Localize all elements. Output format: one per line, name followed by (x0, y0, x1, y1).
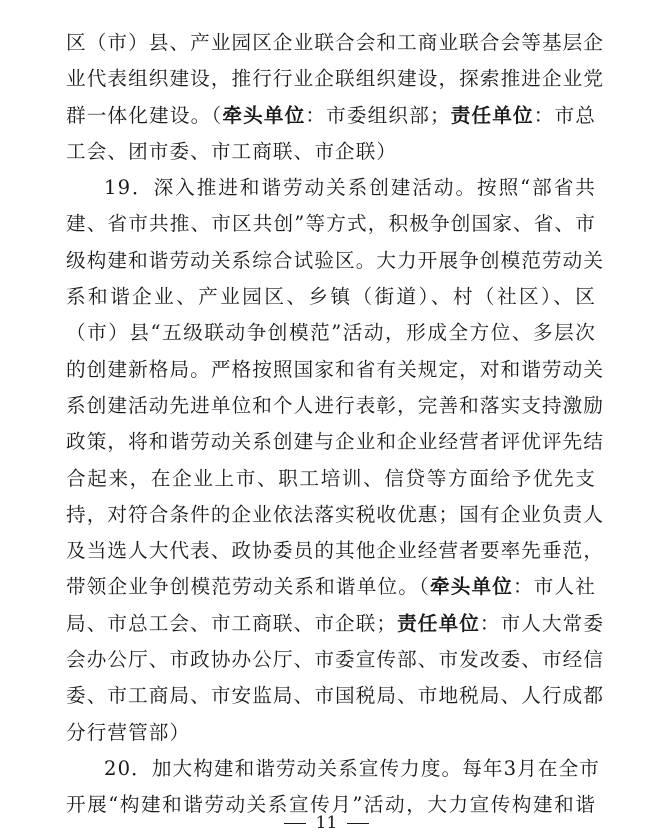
text-segment: 级构建和谐劳动关系综合试验区。大力开展争创模范劳动关 (66, 248, 605, 272)
text-segment: ：市人社 (513, 575, 597, 599)
page-number: 11 (315, 813, 338, 833)
text-line (66, 388, 605, 424)
text-line (66, 497, 605, 533)
text-line (66, 533, 605, 569)
text-line (66, 751, 600, 787)
text-segment: ：市人大常委 (479, 611, 605, 635)
bold-label: 责任单位 (397, 611, 480, 635)
text-line (66, 569, 596, 605)
text-segment: 会办公厅、市政协办公厅、市委宣传部、市发改委、市经信 (66, 648, 605, 672)
text-line (66, 61, 605, 97)
text-line (66, 98, 596, 134)
text-segment: 区（市）县、产业园区企业联合会和工商业联合会等基层企 (66, 31, 605, 54)
text-line (66, 352, 605, 388)
bold-label: 牵头单位 (429, 575, 514, 599)
text-segment: 政策，将和谐劳动关系创建与企业和企业经营者评优评先结 (66, 430, 605, 454)
text-segment: 开展“构建和谐劳动关系宣传月”活动，大力宣传构建和谐 (66, 793, 596, 817)
text-segment: ：市委组织部； (305, 103, 451, 127)
text-segment: 19．深入推进和谐劳动关系创建活动。按照“部省共 (104, 176, 596, 200)
text-line (66, 25, 605, 61)
text-segment: 的创建新格局。严格按照国家和省有关规定，对和谐劳动关 (66, 357, 605, 381)
text-line (66, 461, 596, 497)
text-line (66, 678, 605, 714)
text-segment: 持，对符合条件的企业依法落实税收优惠；国有企业负责人 (66, 502, 605, 526)
text-line (66, 606, 605, 642)
bold-label: 责任单位 (450, 103, 534, 127)
text-line (66, 206, 596, 242)
text-segment: ：市总 (533, 103, 597, 127)
footer-dash-right (347, 823, 369, 825)
text-segment: 及当选人大代表、政协委员的其他企业经营者要率先垂范， (66, 539, 605, 563)
text-segment: 系和谐企业、产业园区、乡镇（街道）、村（社区）、区 (66, 285, 596, 309)
text-line (66, 315, 596, 351)
text-segment: 20．加大构建和谐劳动关系宣传力度。每年3月在全市 (104, 756, 600, 780)
text-segment: 工会、团市委、市工商联、市企联） (66, 139, 398, 163)
text-line (66, 170, 596, 206)
text-segment: 分行营管部） (66, 720, 191, 744)
text-segment: 合起来，在企业上市、职工培训、信贷等方面给予优先支 (66, 466, 596, 490)
text-segment: （市）县“五级联动争创模范”活动，形成全方位、多层次 (66, 321, 596, 345)
bold-label: 牵头单位 (222, 103, 306, 127)
text-line (66, 279, 596, 315)
text-segment: 委、市工商局、市安监局、市国税局、市地税局、人行成都 (66, 684, 605, 708)
body-text (66, 25, 605, 824)
text-segment: 系创建活动先进单位和个人进行表彰，完善和落实支持激励 (66, 393, 605, 417)
text-segment: 带领企业争创模范劳动关系和谐单位。（ (66, 575, 430, 599)
text-line (66, 642, 605, 678)
footer-dash-left (284, 823, 306, 825)
page-footer (0, 813, 653, 833)
text-segment: 业代表组织建设，推行行业企联组织建设，探索推进企业党 (66, 67, 605, 91)
text-segment: 群一体化建设。（ (66, 103, 223, 127)
text-line (66, 134, 596, 170)
text-line (66, 715, 596, 751)
text-segment: 建、省市共推、市区共创”等方式，积极争创国家、省、市 (66, 212, 596, 236)
text-segment: 局、市总工会、市工商联、市企联； (66, 611, 398, 635)
text-line (66, 424, 605, 460)
text-line (66, 243, 605, 279)
